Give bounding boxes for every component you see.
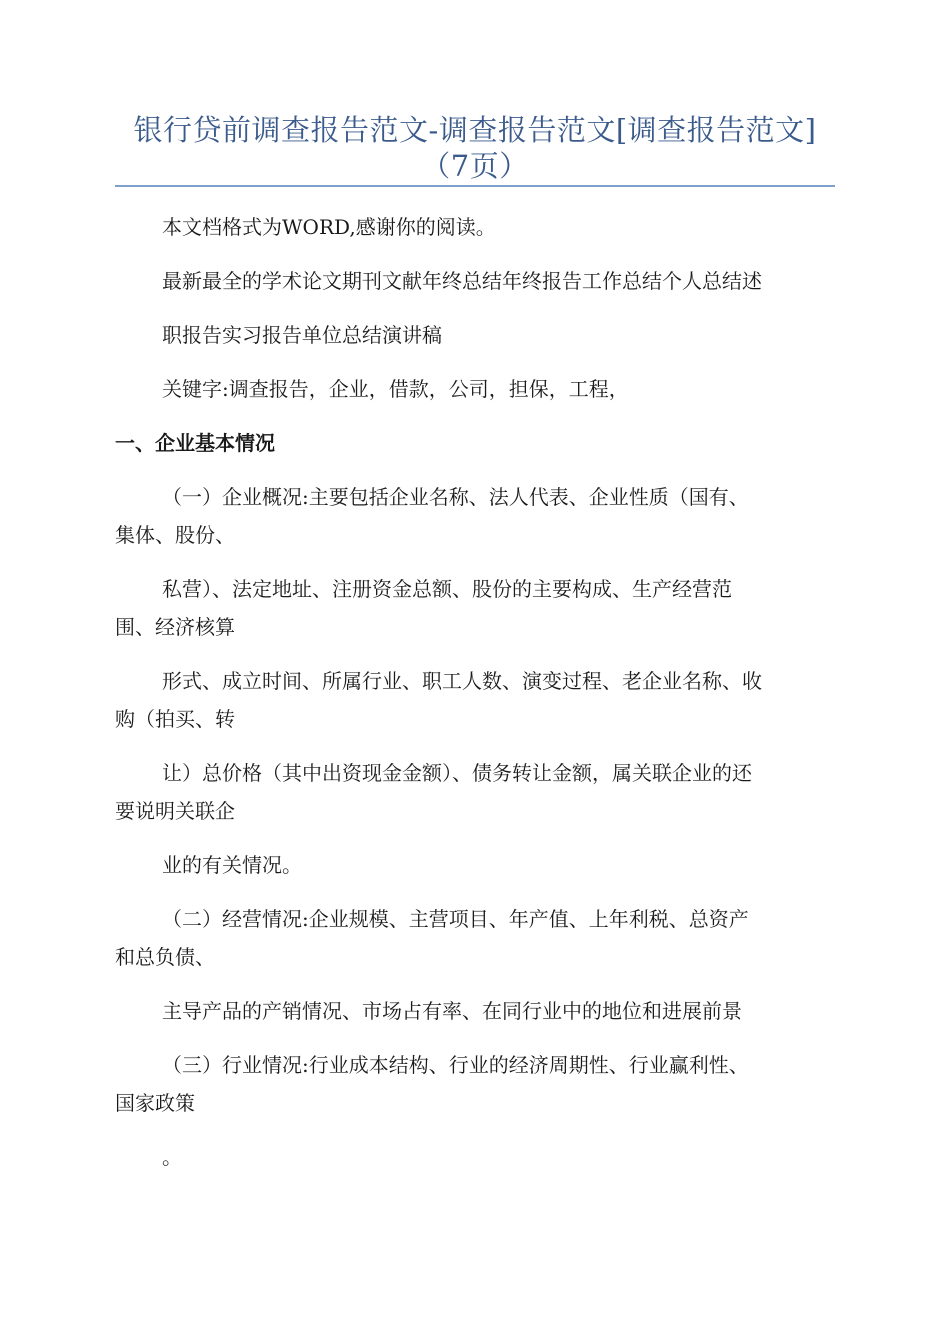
keywords-line: 关键字:调查报告，企业，借款，公司，担保，工程， xyxy=(162,377,629,401)
body-line: （二）经营情况:企业规模、主营项目、年产值、上年利税、总资产 xyxy=(162,907,749,931)
intro-paragraph-2: 最新最全的学术论文期刊文献年终总结年终报告工作总结个人总结述 xyxy=(162,269,762,293)
body-line: 和总负债、 xyxy=(115,945,215,969)
body-line: 集体、股份、 xyxy=(115,523,235,547)
body-line: 国家政策 xyxy=(115,1091,195,1115)
body-line: 私营）、法定地址、注册资金总额、股份的主要构成、生产经营范 xyxy=(162,577,732,601)
body-line: 要说明关联企 xyxy=(115,799,235,823)
document-title xyxy=(115,112,835,184)
body-line: 主导产品的产销情况、市场占有率、在同行业中的地位和进展前景 xyxy=(162,999,742,1023)
section-heading: 一、企业基本情况 xyxy=(115,431,275,455)
body-line: （一）企业概况:主要包括企业名称、法人代表、企业性质（国有、 xyxy=(162,485,749,509)
body-line: （三）行业情况:行业成本结构、行业的经济周期性、行业赢利性、 xyxy=(162,1053,749,1077)
body-line: 围、经济核算 xyxy=(115,615,235,639)
title-line-2: （7页） xyxy=(421,149,529,183)
body-line: 让）总价格（其中出资现金金额）、债务转让金额，属关联企业的还 xyxy=(162,761,752,785)
intro-paragraph-1: 本文档格式为WORD,感谢你的阅读。 xyxy=(162,215,496,239)
intro-paragraph-3: 职报告实习报告单位总结演讲稿 xyxy=(162,323,442,347)
body-line: 形式、成立时间、所属行业、职工人数、演变过程、老企业名称、收 xyxy=(162,669,762,693)
body-line: 购（拍买、转 xyxy=(115,707,235,731)
title-line-1: 银行贷前调查报告范文-调查报告范文[调查报告范文] xyxy=(133,113,817,147)
body-line: 。 xyxy=(162,1145,182,1169)
title-divider xyxy=(115,185,835,187)
body-line: 业的有关情况。 xyxy=(162,853,302,877)
